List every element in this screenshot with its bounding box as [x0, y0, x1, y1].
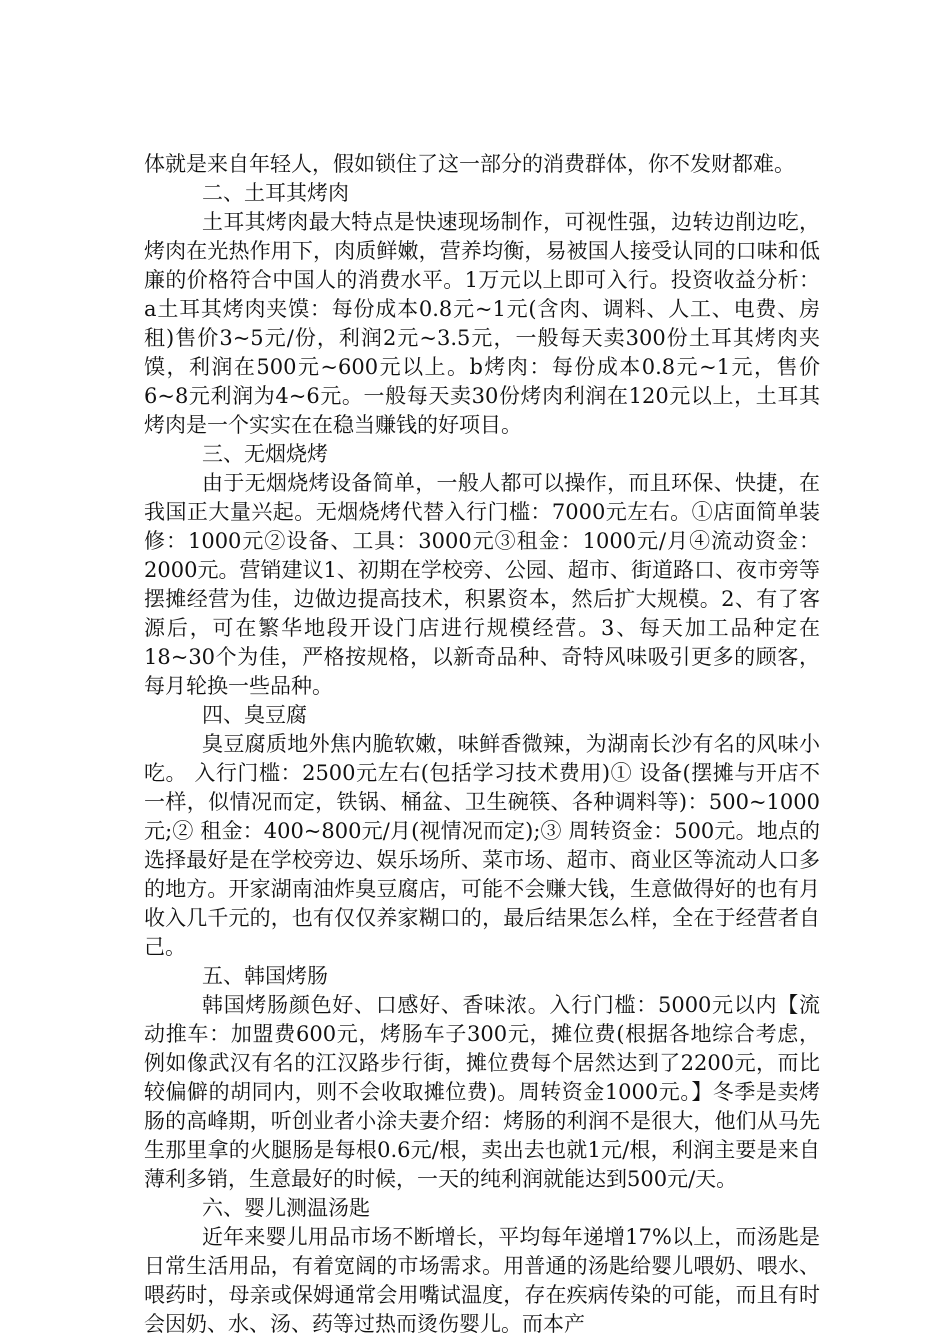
section-heading: 二、土耳其烤肉: [202, 181, 349, 205]
document-page: [144, 150, 820, 1339]
body-paragraph: 臭豆腐质地外焦内脆软嫩，味鲜香微辣，为湖南长沙有名的风味小吃。 入行门槛：2500元左右(包括学习技术费用)① 设备(摆摊与开店不一样，似情况而定，铁锅、桶盆、卫生碗筷、各种调料等)：500~1000元;② 租金：400~800元/月(视情况而定);③ 周转资金：500元。地点的选择最好是在学校旁边、娱乐场所、菜市场、超市、商业区等流动人口多的地方。开家湖南油炸臭豆腐店，可能不会赚大钱，生意做得好的也有月收入几千元的，也有仅仅养家糊口的，最后结果怎么样，全在于经营者自己。: [144, 732, 820, 959]
body-paragraph: 体就是来自年轻人，假如锁住了这一部分的消费群体，你不发财都难。: [144, 152, 795, 176]
body-paragraph: 近年来婴儿用品市场不断增长，平均每年递增17%以上，而汤匙是日常生活用品，有着宽阔的市场需求。用普通的汤匙给婴儿喂奶、喂水、喂药时，母亲或保姆通常会用嘴试温度，存在疾病传染的可能，而且有时会因奶、水、汤、药等过热而烫伤婴儿。而本产: [144, 1225, 820, 1336]
body-paragraph: 由于无烟烧烤设备简单，一般人都可以操作，而且环保、快捷，在我国正大量兴起。无烟烧烤代替入行门槛：7000元左右。①店面简单装修：1000元②设备、工具：3000元③租金：1000元/月④流动资金：2000元。营销建议1、初期在学校旁、公园、超市、街道路口、夜市旁等摆摊经营为佳，边做边提高技术，积累资本，然后扩大规模。2、有了客源后，可在繁华地段开设门店进行规模经营。3、每天加工品种定在18~30个为佳，严格按规格，以新奇品种、奇特风味吸引更多的顾客，每月轮换一些品种。: [144, 471, 820, 698]
section-heading: 四、臭豆腐: [202, 703, 307, 727]
body-paragraph: 土耳其烤肉最大特点是快速现场制作，可视性强，边转边削边吃，烤肉在光热作用下，肉质鲜嫩，营养均衡，易被国人接受认同的口味和低廉的价格符合中国人的消费水平。1万元以上即可入行。投资收益分析：a土耳其烤肉夹馍：每份成本0.8元~1元(含肉、调料、人工、电费、房租)售价3~5元/份，利润2元~3.5元，一般每天卖300份土耳其烤肉夹馍，利润在500元~600元以上。b烤肉：每份成本0.8元~1元，售价6~8元利润为4~6元。一般每天卖30份烤肉利润在120元以上，土耳其烤肉是一个实实在在稳当赚钱的好项目。: [144, 210, 820, 437]
section-heading: 六、婴儿测温汤匙: [202, 1196, 370, 1220]
section-heading: 五、韩国烤肠: [202, 964, 328, 988]
section-heading: 三、无烟烧烤: [202, 442, 328, 466]
body-paragraph: 韩国烤肠颜色好、口感好、香味浓。入行门槛：5000元以内【流动推车：加盟费600元，烤肠车子300元，摊位费(根据各地综合考虑，例如像武汉有名的江汉路步行街，摊位费每个居然达到了2200元，而比较偏僻的胡同内，则不会收取摊位费)。周转资金1000元。】冬季是卖烤肠的高峰期，听创业者小涂夫妻介绍：烤肠的利润不是很大，他们从马先生那里拿的火腿肠是每根0.6元/根，卖出去也就1元/根，利润主要是来自薄利多销，生意最好的时候，一天的纯利润就能达到500元/天。: [144, 993, 820, 1191]
